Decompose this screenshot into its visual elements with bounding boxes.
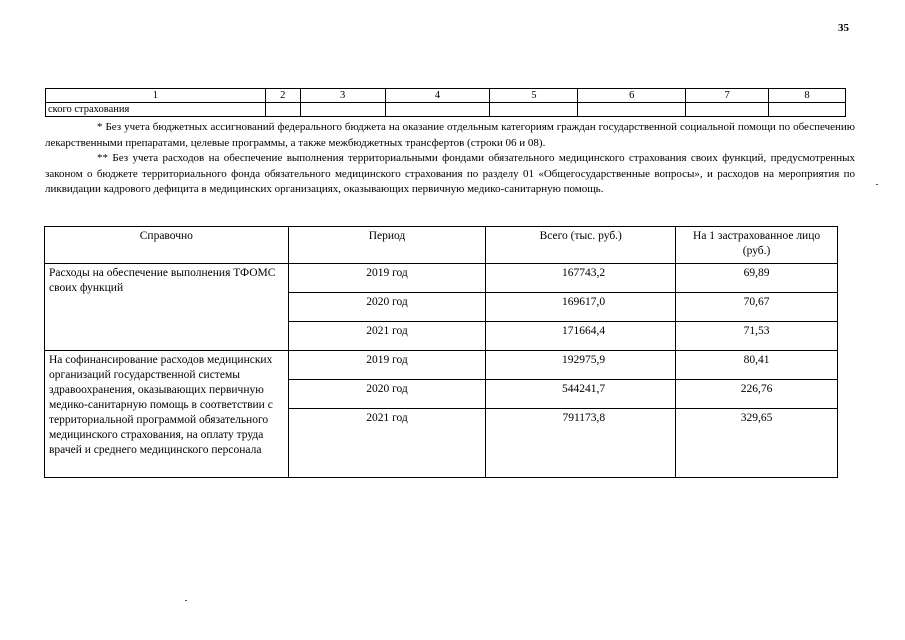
column-number: 2 — [265, 89, 300, 103]
per-insured-cell: 226,76 — [676, 380, 838, 409]
header-reference: Справочно — [45, 227, 289, 264]
scan-speck — [876, 184, 878, 185]
period-cell: 2020 год — [288, 380, 486, 409]
header-per-insured: На 1 застрахованное лицо (руб.) — [676, 227, 838, 264]
table-row — [46, 103, 846, 117]
page-number: 35 — [838, 22, 849, 34]
period-cell: 2020 год — [288, 293, 486, 322]
period-cell: 2021 год — [288, 409, 486, 478]
empty-cell — [578, 103, 686, 117]
period-cell: 2019 год — [288, 351, 486, 380]
row-label: ского страхования — [46, 103, 266, 117]
continuation-table — [45, 88, 846, 117]
column-number: 8 — [769, 89, 846, 103]
per-insured-cell: 329,65 — [676, 409, 838, 478]
column-number: 4 — [385, 89, 490, 103]
scan-speck — [185, 600, 187, 601]
reference-header-row — [45, 227, 838, 264]
header-period: Период — [288, 227, 486, 264]
group-label: На софинансирование расходов медицинских организаций государственной системы здравоохранения, оказывающих первичную медико-санитарную помощь в соответствии с территориальной программой обязательного медицинского страхования, на оплату труда врачей и среднего медицинского персонала — [45, 351, 289, 478]
period-cell: 2021 год — [288, 322, 486, 351]
per-insured-cell: 71,53 — [676, 322, 838, 351]
column-number: 1 — [46, 89, 266, 103]
empty-cell — [265, 103, 300, 117]
empty-cell — [385, 103, 490, 117]
total-cell: 544241,7 — [486, 380, 676, 409]
column-number-row — [46, 89, 846, 103]
empty-cell — [490, 103, 578, 117]
empty-cell — [300, 103, 385, 117]
footnote-1: * Без учета бюджетных ассигнований федерального бюджета на оказание отдельным категориям граждан государственной социальной помощи по обеспечению лекарственными препаратами, целевые программы, а также межбюджетных трансфертов (строки 06 и 08). — [45, 121, 855, 149]
total-cell: 169617,0 — [486, 293, 676, 322]
per-insured-cell: 70,67 — [676, 293, 838, 322]
total-cell: 167743,2 — [486, 264, 676, 293]
period-cell: 2019 год — [288, 264, 486, 293]
column-number: 3 — [300, 89, 385, 103]
group-label: Расходы на обеспечение выполнения ТФОМС своих функций — [45, 264, 289, 351]
per-insured-cell: 69,89 — [676, 264, 838, 293]
empty-cell — [769, 103, 846, 117]
reference-table — [44, 226, 838, 478]
column-number: 6 — [578, 89, 686, 103]
column-number: 5 — [490, 89, 578, 103]
per-insured-cell: 80,41 — [676, 351, 838, 380]
footnote-2: ** Без учета расходов на обеспечение выполнения территориальными фондами обязательного медицинского страхования своих функций, предусмотренных законом о бюджете территориального фонда обязательного медицинского страхования по разделу 01 «Общегосударственные вопросы», и расходов на мероприятия по ликвидации кадрового дефицита в медицинских организациях, оказывающих первичную медико-санитарную помощь. — [45, 152, 855, 195]
column-number: 7 — [686, 89, 769, 103]
header-total: Всего (тыс. руб.) — [486, 227, 676, 264]
table-row — [45, 264, 838, 293]
total-cell: 171664,4 — [486, 322, 676, 351]
table-row — [45, 351, 838, 380]
empty-cell — [686, 103, 769, 117]
footnotes — [45, 120, 855, 198]
total-cell: 192975,9 — [486, 351, 676, 380]
total-cell: 791173,8 — [486, 409, 676, 478]
